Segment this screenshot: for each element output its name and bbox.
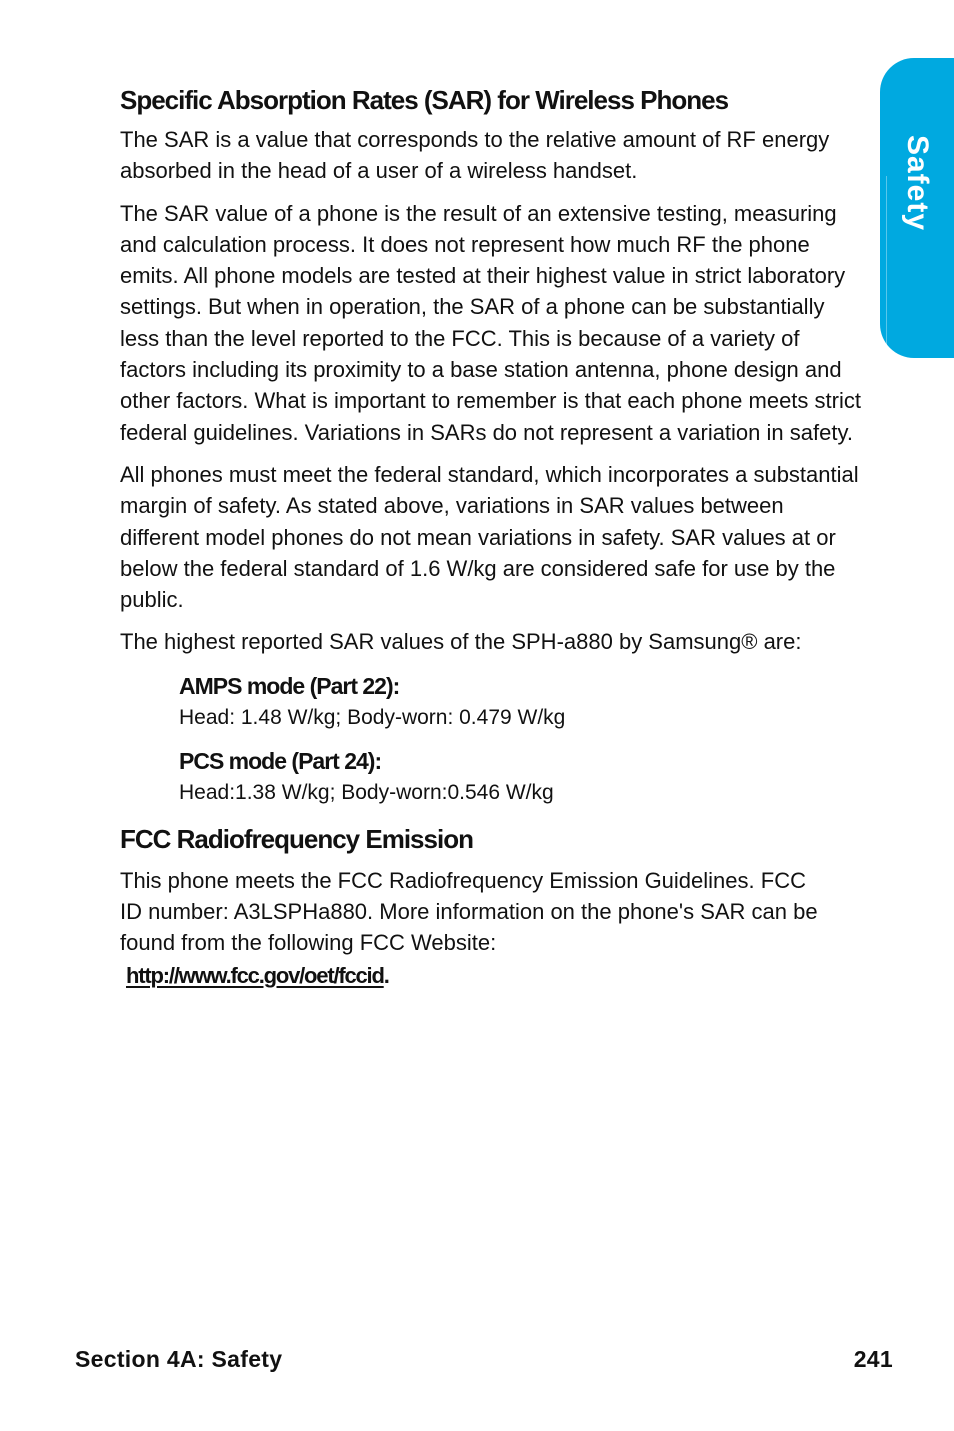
sar-paragraph-3: All phones must meet the federal standard, which incorporates a substantial margin of safety. As stated above, variations in SAR values between different model phones do not mean variations in safety. SAR values at or below the federal standard of 1.6 W/kg are considered safe for use by the public. — [120, 461, 859, 613]
page-content — [120, 80, 865, 991]
sar-paragraph-4: The highest reported SAR values of the SPH-a880 by Samsung® are: — [120, 629, 802, 655]
sar-heading: Specific Absorption Rates (SAR) for Wireless Phones — [120, 85, 729, 115]
section-tab — [880, 58, 954, 358]
pcs-mode-block — [179, 745, 865, 808]
pcs-mode-title: PCS mode (Part 24): — [179, 747, 382, 774]
sar-paragraph-1: The SAR is a value that corresponds to the relative amount of RF energy absorbed in the head of a user of a wireless handset. — [120, 127, 830, 184]
amps-mode-block — [179, 670, 865, 733]
page-number: 241 — [853, 1346, 893, 1372]
footer-section-title: Section 4A: Safety — [75, 1346, 283, 1372]
sar-paragraph-2: The SAR value of a phone is the result of an extensive testing, measuring and calculation process. It does not represent how much RF the phone emits. All phone models are tested at their highest value in strict laboratory settings. But when in operation, the SAR of a phone can be substantially less than the level reported to the FCC. This is because of a variety of factors including its proximity to a base station antenna, phone design and other factors. What is important to remember is that each phone meets strict federal guidelines. Variations in SARs do not represent a variation in safety. — [120, 200, 861, 445]
fcc-heading: FCC Radiofrequency Emission — [120, 823, 473, 854]
pcs-mode-values: Head:1.38 W/kg; Body-worn:0.546 W/kg — [179, 780, 554, 804]
section-tab-label-wrap — [880, 58, 954, 358]
fcc-link-line — [120, 960, 865, 991]
fcc-paragraph: This phone meets the FCC Radiofrequency Emission Guidelines. FCC ID number: A3LSPHa880. More information on the phone's SAR can be found from the following FCC Website: — [120, 867, 818, 956]
page-footer — [75, 1346, 893, 1373]
amps-mode-values: Head: 1.48 W/kg; Body-worn: 0.479 W/kg — [179, 705, 566, 729]
fcc-website-link[interactable]: http://www.fcc.gov/oet/fccid — [126, 962, 384, 988]
amps-mode-title: AMPS mode (Part 22): — [179, 672, 400, 699]
section-tab-label: Safety — [901, 134, 935, 232]
fcc-link-period: . — [383, 962, 390, 988]
